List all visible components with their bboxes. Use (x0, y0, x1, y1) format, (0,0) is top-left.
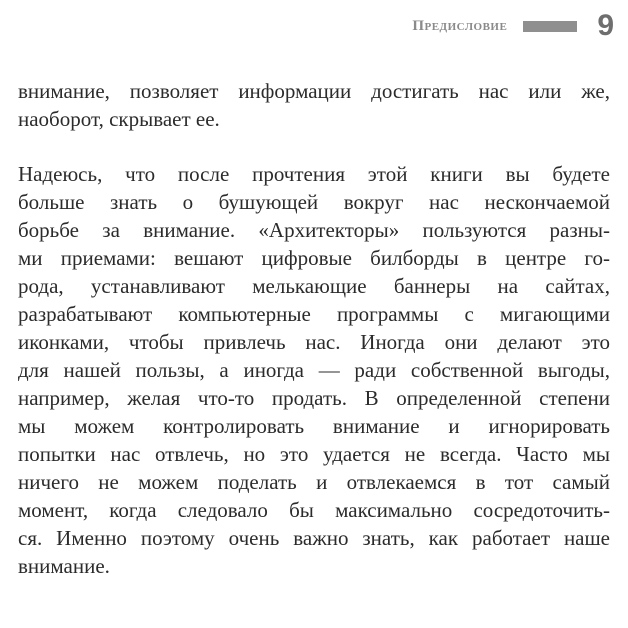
paragraph (18, 77, 610, 133)
text-line: ничего не можем поделать и отвлекаемся в тот самый (18, 470, 610, 494)
text-line: рода, устанавливают мелькающие баннеры на сайтах, (18, 274, 610, 298)
text-line: мы можем контролировать внимание и игнорировать (18, 414, 610, 438)
text-line: внимание. (18, 554, 110, 578)
page-number: 9 (597, 9, 614, 42)
text-line: для нашей пользы, а иногда — ради собственной выгоды, (18, 358, 610, 382)
text-line: попытки нас отвлечь, но это удается не всегда. Часто мы (18, 442, 610, 466)
header-decorative-bar (523, 21, 577, 32)
text-line: например, желая что-то продать. В определенной степени (18, 386, 610, 410)
text-line: борьбе за внимание. «Архитекторы» пользуются разны- (18, 218, 610, 242)
text-line: иконками, чтобы привлечь нас. Иногда они делают это (18, 330, 610, 354)
body-text (18, 77, 610, 580)
running-header (412, 6, 614, 46)
text-line: внимание, позволяет информации достигать нас или же, (18, 79, 610, 103)
paragraph (18, 160, 610, 580)
text-line: момент, когда следовало бы максимально сосредоточить- (18, 498, 610, 522)
text-line: разрабатывают компьютерные программы с мигающими (18, 302, 610, 326)
section-name: Предисловие (412, 17, 508, 34)
text-line: ся. Именно поэтому очень важно знать, как работает наше (18, 526, 610, 550)
text-line: больше знать о бушующей вокруг нас нескончаемой (18, 190, 610, 214)
text-line: ми приемами: вешают цифровые билборды в центре го- (18, 246, 610, 270)
text-line: Надеюсь, что после прочтения этой книги вы будете (18, 162, 610, 186)
text-line: наоборот, скрывает ее. (18, 107, 220, 131)
